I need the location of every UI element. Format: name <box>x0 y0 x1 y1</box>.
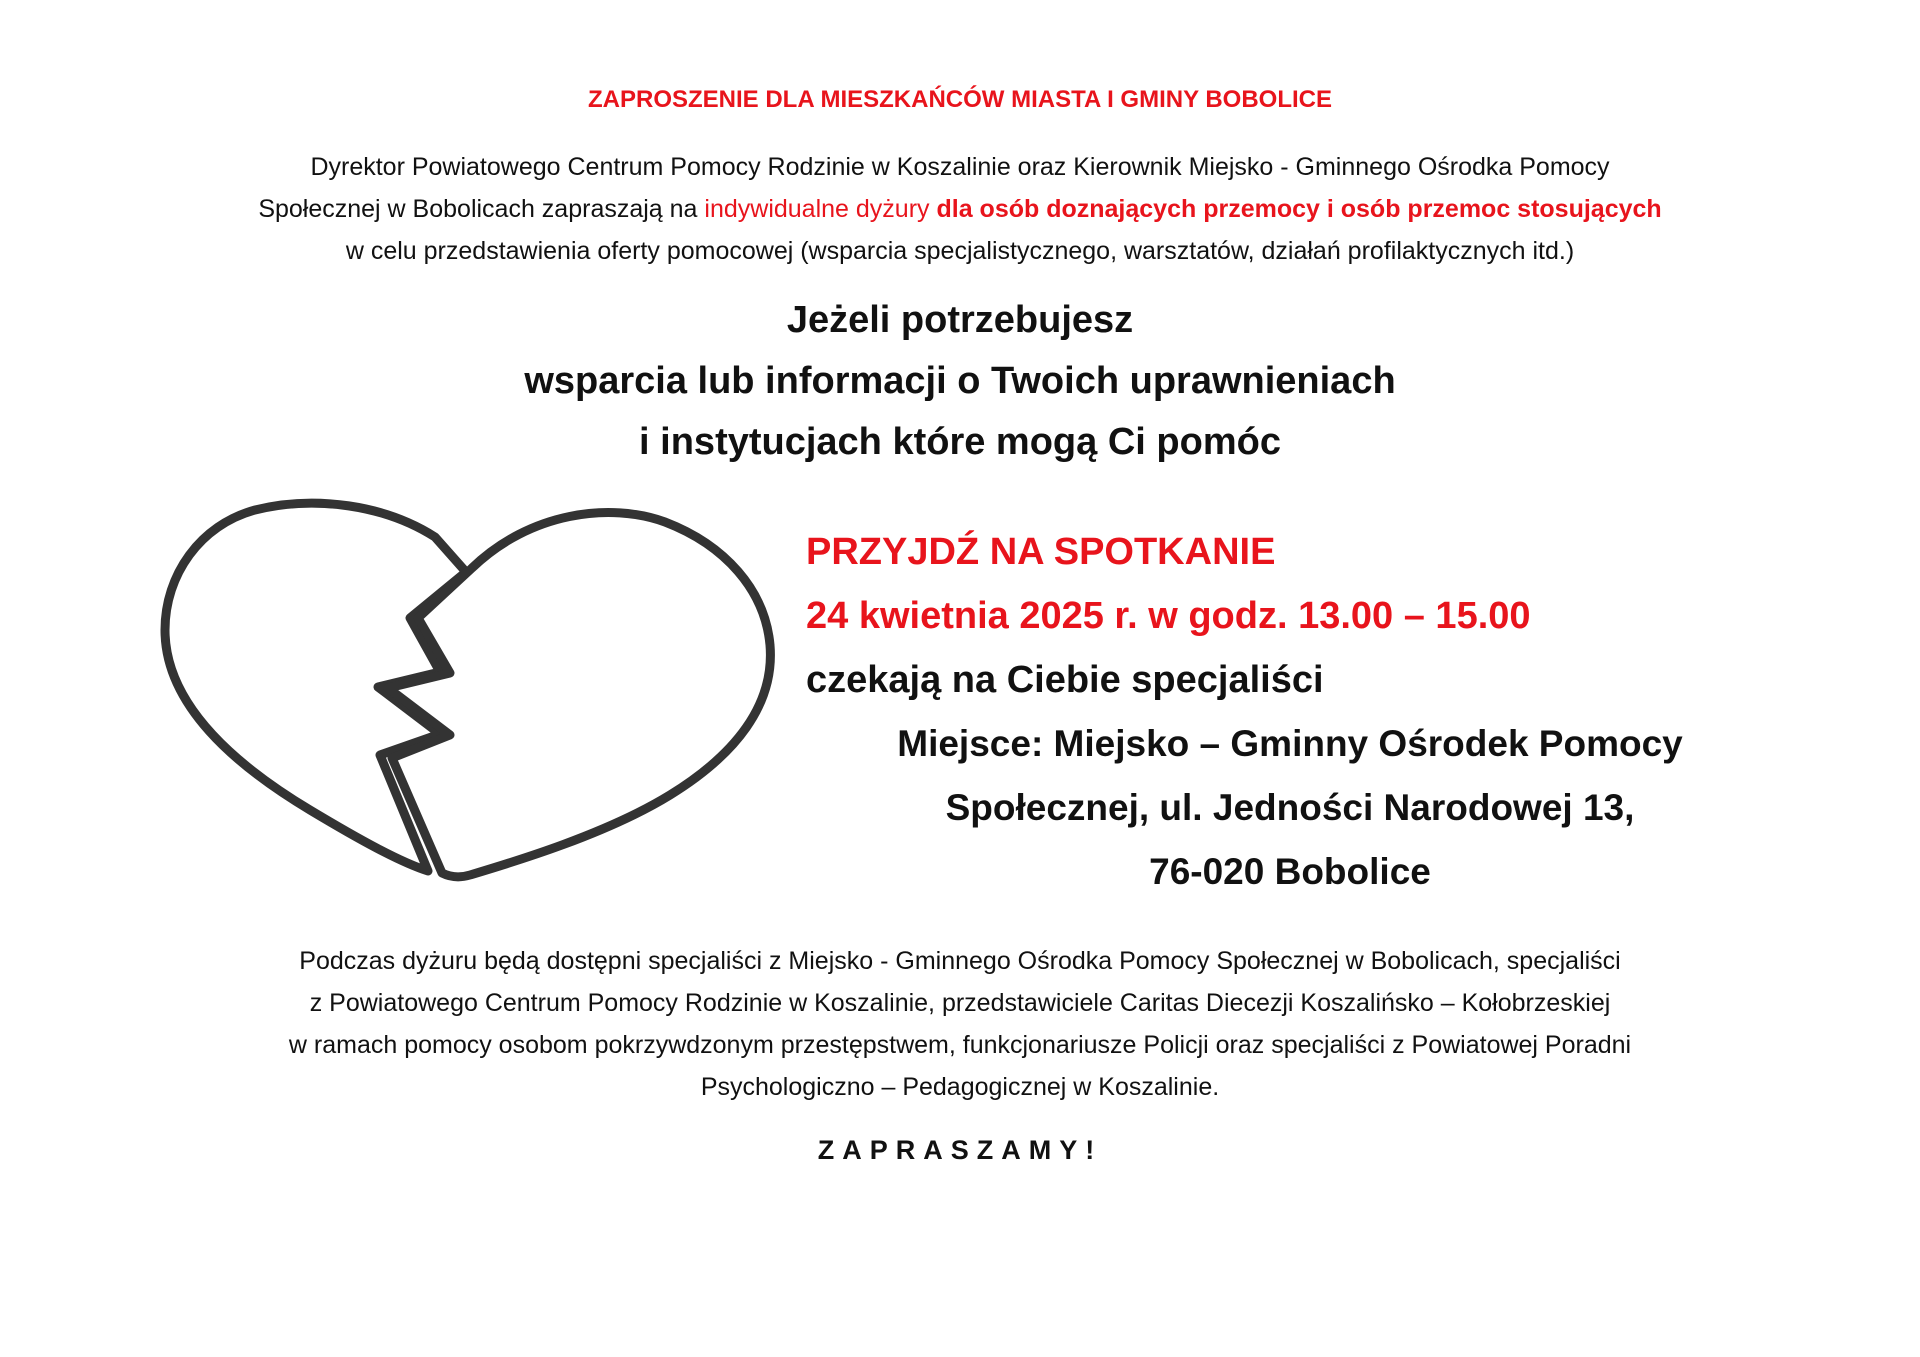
intro-highlight: indywidualne dyżury <box>704 195 930 223</box>
intro-line-1: Dyrektor Powiatowego Centrum Pomocy Rodzinie w Koszalinie oraz Kierownik Miejsko - Gminnego Ośrodka Pomocy <box>310 153 1610 181</box>
place-line-1: Miejsce: Miejsko – Gminny Ośrodek Pomocy <box>897 723 1683 764</box>
intro-paragraph <box>160 146 1760 272</box>
intro-line-3: w celu przedstawienia oferty pomocowej (wsparcia specjalistycznego, warsztatów, działań profilaktycznych itd.) <box>345 237 1575 265</box>
headline <box>0 290 1920 473</box>
invite-date: 24 kwietnia 2025 r. w godz. 13.00 – 15.00 <box>806 595 1531 637</box>
headline-line-2: wsparcia lub informacji o Twoich uprawnieniach <box>524 360 1396 402</box>
closing-text: ZAPRASZAMY! <box>817 1135 1103 1165</box>
details-paragraph <box>140 940 1780 1108</box>
invite-call: PRZYJDŹ NA SPOTKANIE <box>806 531 1276 573</box>
details-line-1: Podczas dyżuru będą dostępni specjaliści z Miejsko - Gminnego Ośrodka Pomocy Społecznej w Bobolicach, specjaliści <box>299 947 1621 975</box>
heart-right-half <box>388 513 770 877</box>
invite-block <box>806 520 1531 712</box>
invite-specialists: czekają na Ciebie specjaliści <box>806 659 1324 701</box>
details-line-4: Psychologiczno – Pedagogicznej w Koszalinie. <box>700 1073 1220 1101</box>
details-line-3: w ramach pomocy osobom pokrzywdzonym przestępstwem, funkcjonariusze Policji oraz specjaliści z Powiatowej Poradni <box>288 1031 1632 1059</box>
page-title: ZAPROSZENIE DLA MIESZKAŃCÓW MIASTA I GMINY BOBOLICE <box>588 86 1332 113</box>
details-line-2: z Powiatowego Centrum Pomocy Rodzinie w Koszalinie, przedstawiciele Caritas Diecezji Koszalińsko – Kołobrzeskiej <box>309 989 1611 1017</box>
intro-target-group: dla osób doznających przemocy i osób przemoc stosujących <box>936 195 1662 223</box>
place-line-3: 76-020 Bobolice <box>1149 851 1431 892</box>
broken-heart-icon <box>150 490 800 890</box>
headline-line-1: Jeżeli potrzebujesz <box>786 299 1134 341</box>
place-block <box>820 712 1760 904</box>
headline-line-3: i instytucjach które mogą Ci pomóc <box>639 421 1281 463</box>
place-line-2: Społecznej, ul. Jedności Narodowej 13, <box>945 787 1635 828</box>
intro-line-2 <box>160 188 1760 230</box>
intro-line-2-start: Społecznej w Bobolicach zapraszają na <box>258 195 705 223</box>
